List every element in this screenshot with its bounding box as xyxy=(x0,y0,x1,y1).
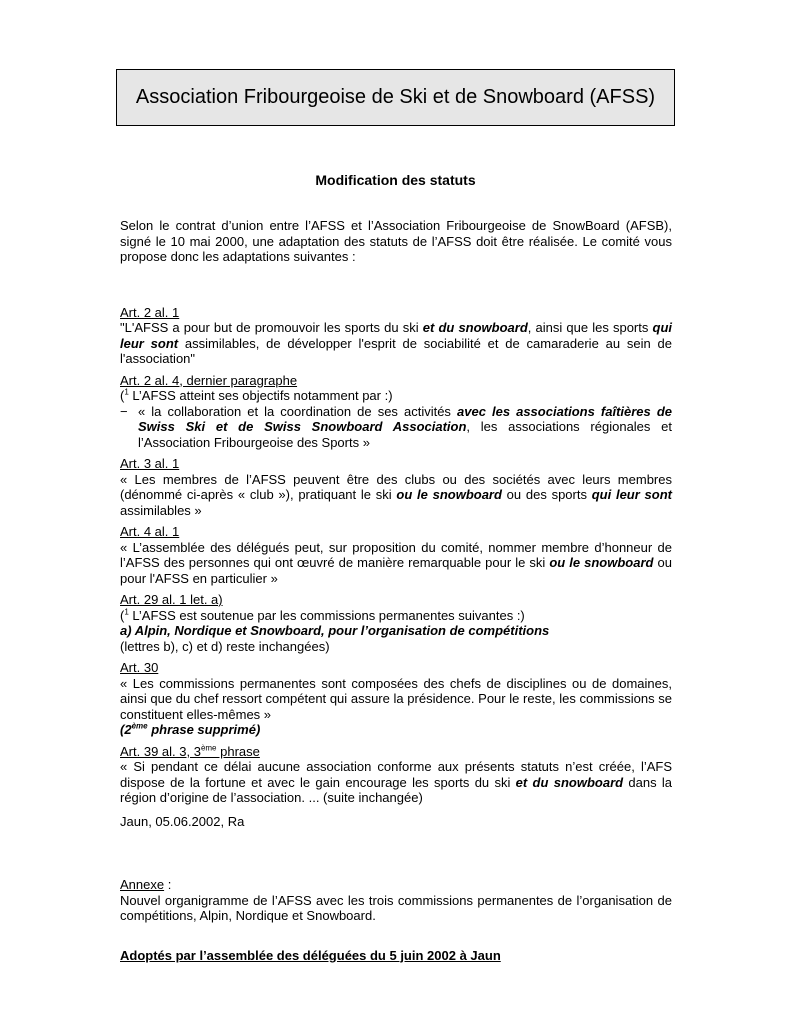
text-segment: assimilables, de développer l'esprit de sociabilité et de camaraderie au sein de l'association" xyxy=(120,335,672,366)
bullet-item xyxy=(120,404,672,451)
text-segment: Art. 39 al. 3, 3 xyxy=(120,743,201,759)
text-segment: « Les membres de l’AFSS peuvent être des clubs ou des sociétés avec leurs membres (dénommé ci-après « club »), pratiquant le ski xyxy=(120,471,672,502)
bullet-text xyxy=(138,404,672,451)
article-heading: Art. 30 xyxy=(120,660,159,675)
text-segment: , les associations régionales et l’Association Fribourgeoise des Sports » xyxy=(138,419,673,450)
emphasis-text: qui leur sont xyxy=(591,487,672,502)
text-segment: "L'AFSS a pour but de promouvoir les sports du ski xyxy=(120,320,423,335)
article-heading: Art. 3 al. 1 xyxy=(120,456,180,471)
article-30 xyxy=(120,660,672,738)
article-29-1 xyxy=(120,592,672,654)
article-intro-line xyxy=(120,608,672,624)
article-text: « Les commissions permanentes sont composées des chefs de disciplines ou de domaines, ainsi que du chef ressort compétent qui assure la présidence. Pour le reste, les commissions se constituent elles-mêmes » xyxy=(120,675,672,722)
document-header xyxy=(116,69,675,126)
article-3-1 xyxy=(120,456,672,518)
emphasis-text: avec les associations faîtières de Swiss Ski et de Swiss Snowboard Association xyxy=(138,403,672,434)
text-segment: dans la région d’origine de l’association. ... (suite inchangée) xyxy=(120,774,673,805)
article-39-3 xyxy=(120,744,672,806)
article-intro-line xyxy=(120,388,672,404)
text-segment: ou des sports xyxy=(501,487,592,502)
text-segment: ou pour l'AFSS en particulier » xyxy=(120,555,672,586)
text-segment: « la collaboration et la coordination de ses activités xyxy=(138,403,457,419)
text-segment: ( xyxy=(120,388,125,403)
emphasis-text: ou le snowboard xyxy=(549,555,654,570)
text-segment: L’AFSS atteint ses objectifs notamment par :) xyxy=(128,388,393,403)
annex-text: Nouvel organigramme de l’AFSS avec les trois commissions permanentes de l’organisation de compétitions, Alpin, Nordique et Snowboard. xyxy=(120,892,672,923)
article-heading: Art. 2 al. 1 xyxy=(120,304,180,320)
annex-section xyxy=(120,877,672,924)
dash-bullet-icon: − xyxy=(120,403,128,419)
text-segment: assimilables » xyxy=(120,502,202,518)
article-2-1 xyxy=(120,305,672,367)
document-body xyxy=(120,218,672,963)
article-note xyxy=(120,722,672,738)
emphasis-text: ou le snowboard xyxy=(396,487,502,502)
text-segment: L’AFSS est soutenue par les commissions permanentes suivantes :) xyxy=(128,607,525,623)
document-title: Association Fribourgeoise de Ski et de Snowboard (AFSS) xyxy=(135,86,656,108)
place-date-signature: Jaun, 05.06.2002, Ra xyxy=(120,813,245,829)
article-2-4 xyxy=(120,373,672,451)
superscript: ème xyxy=(200,743,217,753)
article-text xyxy=(120,472,672,519)
intro-paragraph: Selon le contrat d’union entre l’AFSS et l’Association Fribourgeoise de SnowBoard (AFSB), signé le 10 mai 2000, une adaptation des statuts de l’AFSS doit être réalisée. Le comité vous propose donc les adaptations suivantes : xyxy=(120,218,672,264)
text-segment: phrase supprimé) xyxy=(147,722,261,737)
text-segment: (2 xyxy=(120,722,132,737)
article-4-1 xyxy=(120,524,672,586)
emphasis-text: qui leur sont xyxy=(120,320,673,351)
emphasis-text: et du snowboard xyxy=(515,774,624,790)
article-heading xyxy=(120,744,672,760)
annex-heading-line xyxy=(120,877,672,893)
superscript: 1 xyxy=(124,387,129,397)
text-segment: « Si pendant ce délai aucune association conforme aux présents statuts n’est créée, l’AFS dispose de la fortune et avec le gain encourage les sports du ski xyxy=(120,759,672,790)
text-segment: phrase xyxy=(216,743,260,759)
text-segment: , ainsi que les sports xyxy=(527,320,653,335)
superscript: ème xyxy=(131,721,148,731)
superscript: 1 xyxy=(124,607,129,617)
emphasis-text: et du snowboard xyxy=(422,320,528,335)
article-heading: Art. 4 al. 1 xyxy=(120,524,180,539)
text-segment: : xyxy=(164,877,172,892)
article-text xyxy=(120,320,672,367)
article-text xyxy=(120,759,672,806)
adoption-note: Adoptés par l’assemblée des déléguées du 5 juin 2002 à Jaun xyxy=(120,947,501,963)
article-note: (lettres b), c) et d) reste inchangées) xyxy=(120,638,330,654)
article-amendment: a) Alpin, Nordique et Snowboard, pour l’organisation de compétitions xyxy=(120,623,550,638)
annex-heading: Annexe xyxy=(120,877,165,892)
article-text xyxy=(120,540,672,587)
article-heading: Art. 2 al. 4, dernier paragraphe xyxy=(120,372,298,388)
text-segment: ( xyxy=(120,607,125,623)
article-heading: Art. 29 al. 1 let. a) xyxy=(120,592,223,607)
text-segment: « L’assemblée des délégués peut, sur proposition du comité, nommer membre d’honneur de l’AFSS des personnes qui ont œuvré de manière remarquable pour le ski xyxy=(120,539,672,570)
subtitle: Modification des statuts xyxy=(315,172,476,188)
